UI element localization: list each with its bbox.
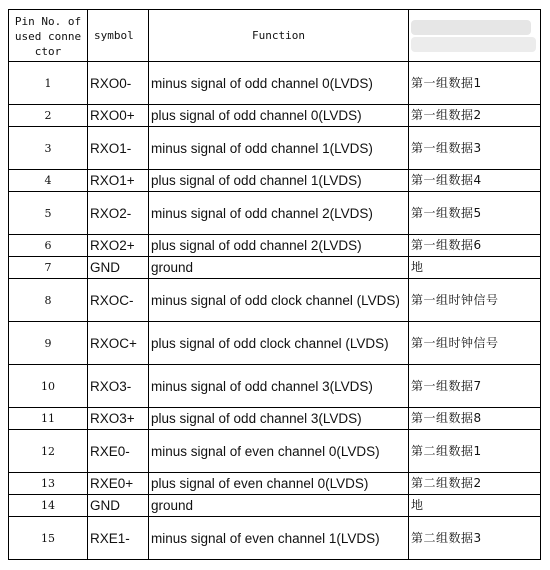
table-row xyxy=(9,127,541,170)
table-row xyxy=(9,170,541,192)
pin-number-cell: 2 xyxy=(9,105,88,127)
symbol-cell: RXE0- xyxy=(88,430,149,473)
chinese-description-cell: 第一组数据4 xyxy=(409,170,541,192)
chinese-description-cell: 第一组数据2 xyxy=(409,105,541,127)
pin-number-cell: 14 xyxy=(9,495,88,517)
chinese-description-cell: 第二组数据3 xyxy=(409,517,541,560)
function-cell: minus signal of odd channel 3(LVDS) xyxy=(149,365,409,408)
pin-table-container xyxy=(8,9,541,560)
pin-number-cell: 13 xyxy=(9,473,88,495)
symbol-cell: RXO2- xyxy=(88,192,149,235)
function-cell: plus signal of odd channel 1(LVDS) xyxy=(149,170,409,192)
header-function: Function xyxy=(149,10,409,62)
symbol-cell: GND xyxy=(88,495,149,517)
table-row xyxy=(9,430,541,473)
pin-number-cell: 5 xyxy=(9,192,88,235)
header-pin-line-1: Pin No. of xyxy=(14,15,82,28)
pin-number-cell: 8 xyxy=(9,279,88,322)
pin-number-cell: 15 xyxy=(9,517,88,560)
chinese-description-cell: 第二组数据2 xyxy=(409,473,541,495)
table-row xyxy=(9,322,541,365)
function-cell: plus signal of odd channel 2(LVDS) xyxy=(149,235,409,257)
pin-number-cell: 6 xyxy=(9,235,88,257)
function-cell: plus signal of odd clock channel (LVDS) xyxy=(149,322,409,365)
chinese-description-cell: 第一组数据7 xyxy=(409,365,541,408)
table-row xyxy=(9,235,541,257)
table-row xyxy=(9,495,541,517)
table-body xyxy=(9,62,541,560)
table-row xyxy=(9,192,541,235)
table-row xyxy=(9,257,541,279)
table-row xyxy=(9,105,541,127)
blurred-text-1 xyxy=(411,20,531,35)
chinese-description-cell: 地 xyxy=(409,495,541,517)
chinese-description-cell: 第一组时钟信号 xyxy=(409,279,541,322)
chinese-description-cell: 第一组数据6 xyxy=(409,235,541,257)
symbol-cell: RXO1+ xyxy=(88,170,149,192)
function-cell: minus signal of even channel 0(LVDS) xyxy=(149,430,409,473)
symbol-cell: RXOC+ xyxy=(88,322,149,365)
function-cell: minus signal of odd channel 2(LVDS) xyxy=(149,192,409,235)
symbol-cell: RXE0+ xyxy=(88,473,149,495)
table-row xyxy=(9,365,541,408)
pin-number-cell: 10 xyxy=(9,365,88,408)
symbol-cell: RXO0- xyxy=(88,62,149,105)
function-cell: plus signal of even channel 0(LVDS) xyxy=(149,473,409,495)
pin-definition-table xyxy=(8,9,541,560)
pin-number-cell: 4 xyxy=(9,170,88,192)
header-pin-line-3: ctor xyxy=(34,45,62,58)
table-row xyxy=(9,517,541,560)
table-row xyxy=(9,62,541,105)
pin-number-cell: 11 xyxy=(9,408,88,430)
chinese-description-cell: 第一组时钟信号 xyxy=(409,322,541,365)
function-cell: minus signal of even channel 1(LVDS) xyxy=(149,517,409,560)
pin-number-cell: 3 xyxy=(9,127,88,170)
symbol-cell: RXE1- xyxy=(88,517,149,560)
symbol-cell: RXOC- xyxy=(88,279,149,322)
pin-number-cell: 7 xyxy=(9,257,88,279)
header-pin-number xyxy=(9,10,88,62)
function-cell: ground xyxy=(149,257,409,279)
symbol-cell: RXO1- xyxy=(88,127,149,170)
function-cell: minus signal of odd channel 1(LVDS) xyxy=(149,127,409,170)
pin-number-cell: 12 xyxy=(9,430,88,473)
header-symbol: symbol xyxy=(88,10,149,62)
table-row xyxy=(9,408,541,430)
table-row xyxy=(9,279,541,322)
function-cell: ground xyxy=(149,495,409,517)
chinese-description-cell: 第一组数据1 xyxy=(409,62,541,105)
header-pin-line-2: used conne xyxy=(14,30,82,43)
function-cell: minus signal of odd clock channel (LVDS) xyxy=(149,279,409,322)
function-cell: plus signal of odd channel 0(LVDS) xyxy=(149,105,409,127)
chinese-description-cell: 地 xyxy=(409,257,541,279)
symbol-cell: RXO3- xyxy=(88,365,149,408)
chinese-description-cell: 第二组数据1 xyxy=(409,430,541,473)
blurred-text-2 xyxy=(411,37,536,52)
symbol-cell: RXO2+ xyxy=(88,235,149,257)
chinese-description-cell: 第一组数据5 xyxy=(409,192,541,235)
header-row xyxy=(9,10,541,62)
symbol-cell: GND xyxy=(88,257,149,279)
header-blurred-cell xyxy=(409,10,541,62)
symbol-cell: RXO3+ xyxy=(88,408,149,430)
function-cell: minus signal of odd channel 0(LVDS) xyxy=(149,62,409,105)
function-cell: plus signal of odd channel 3(LVDS) xyxy=(149,408,409,430)
symbol-cell: RXO0+ xyxy=(88,105,149,127)
pin-number-cell: 1 xyxy=(9,62,88,105)
chinese-description-cell: 第一组数据3 xyxy=(409,127,541,170)
chinese-description-cell: 第一组数据8 xyxy=(409,408,541,430)
pin-number-cell: 9 xyxy=(9,322,88,365)
table-row xyxy=(9,473,541,495)
